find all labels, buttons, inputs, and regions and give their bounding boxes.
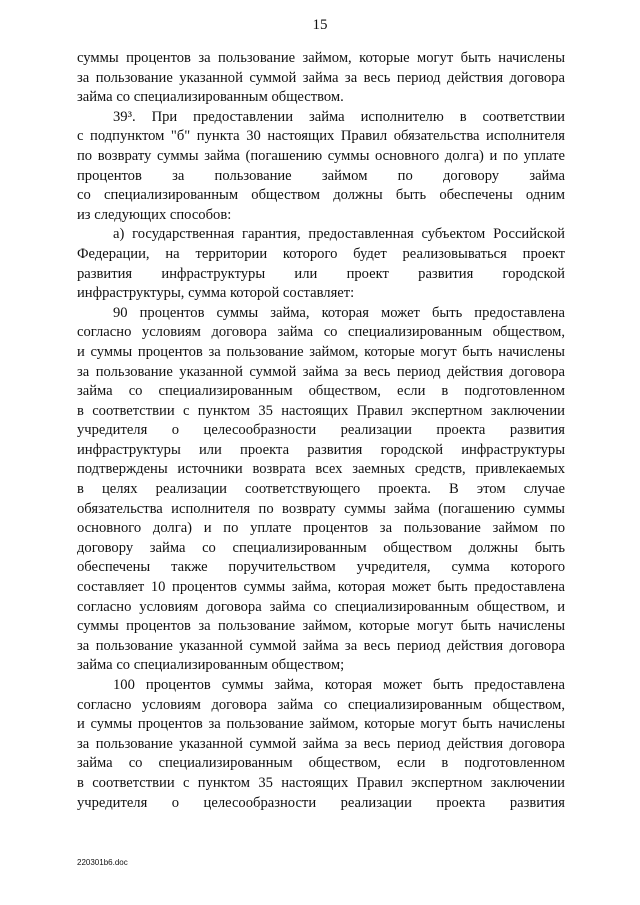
text-line: Федерации, на территории которого будет реализовываться проект (77, 245, 565, 262)
file-name-footer: 220301b6.doc (77, 858, 128, 867)
text-line: за пользование указанной суммой займа за весь период действия договора (77, 69, 565, 86)
text-line: инфраструктуры, сумма которой составляет: (77, 285, 355, 302)
text-line: согласно условиям договора займа со специализированным обществом, (77, 324, 565, 341)
text-line: составляет 10 процентов суммы займа, которая может быть предоставлена (77, 579, 565, 596)
text-line: займа со специализированным обществом. (77, 89, 344, 106)
text-line: основного долга) и по уплате процентов за пользование займом по (77, 520, 565, 537)
text-line: учредителя о целесообразности реализации проекта развития (77, 794, 565, 811)
text-line: процентов за пользование займом по договору займа (77, 167, 565, 184)
text-line: обеспечены также поручительством учредителя, сумма которого (77, 559, 565, 576)
text-line: и суммы процентов за пользование займом, которые могут быть начислены (77, 716, 565, 733)
text-line: займа со специализированным обществом, если в подготовленном (77, 755, 565, 772)
text-line: 90 процентов суммы займа, которая может быть предоставлена (113, 304, 565, 321)
text-line: 100 процентов суммы займа, которая может быть предоставлена (113, 677, 565, 693)
text-line: за пользование указанной суммой займа за весь период действия договора (77, 637, 565, 654)
text-line: займа со специализированным обществом; (77, 657, 345, 674)
text-line: обязательства исполнителя по возврату суммы займа (погашению суммы (77, 500, 565, 517)
text-line: в соответствии с пунктом 35 настоящих Правил экспертном заключении (77, 774, 565, 791)
page-number: 15 (312, 17, 328, 33)
text-line: а) государственная гарантия, предоставленная субъектом Российской (113, 226, 565, 243)
text-line: за пользование указанной суммой займа за весь период действия договора (77, 363, 565, 380)
text-line: с подпунктом "б" пункта 30 настоящих Правил обязательства исполнителя (77, 128, 565, 145)
document-body (77, 49, 565, 813)
text-line: договору займа со специализированным обществом должны быть (77, 539, 565, 556)
text-line: в соответствии с пунктом 35 настоящих Правил экспертном заключении (77, 402, 565, 419)
text-line: и суммы процентов за пользование займом, которые могут быть начислены (77, 343, 565, 360)
text-line: инфраструктуры или проекта развития городской инфраструктуры (77, 441, 565, 458)
text-line: суммы процентов за пользование займом, которые могут быть начислены (77, 618, 565, 635)
text-line: согласно условиям договора займа со специализированным обществом, (77, 696, 565, 713)
text-line: займа со специализированным обществом, если в подготовленном (77, 383, 565, 400)
text-line: со специализированным обществом должны быть обеспечены одним (77, 187, 565, 204)
text-line: согласно условиям договора займа со специализированным обществом, и (77, 598, 565, 615)
text-line: в целях реализации соответствующего проекта. В этом случае (77, 481, 565, 498)
text-line: по возврату суммы займа (погашению суммы основного долга) и по уплате (77, 147, 565, 164)
text-line: из следующих способов: (77, 206, 232, 223)
text-line: 39³. При предоставлении займа исполнителю в соответствии (113, 108, 565, 125)
text-line: подтверждены источники возврата всех заемных средств, привлекаемых (77, 461, 565, 478)
text-line: суммы процентов за пользование займом, которые могут быть начислены (77, 50, 565, 66)
text-line: учредителя о целесообразности реализации проекта развития (77, 422, 565, 439)
text-line: за пользование указанной суммой займа за весь период действия договора (77, 735, 565, 752)
text-line: развития инфраструктуры или проект развития городской (77, 265, 565, 282)
